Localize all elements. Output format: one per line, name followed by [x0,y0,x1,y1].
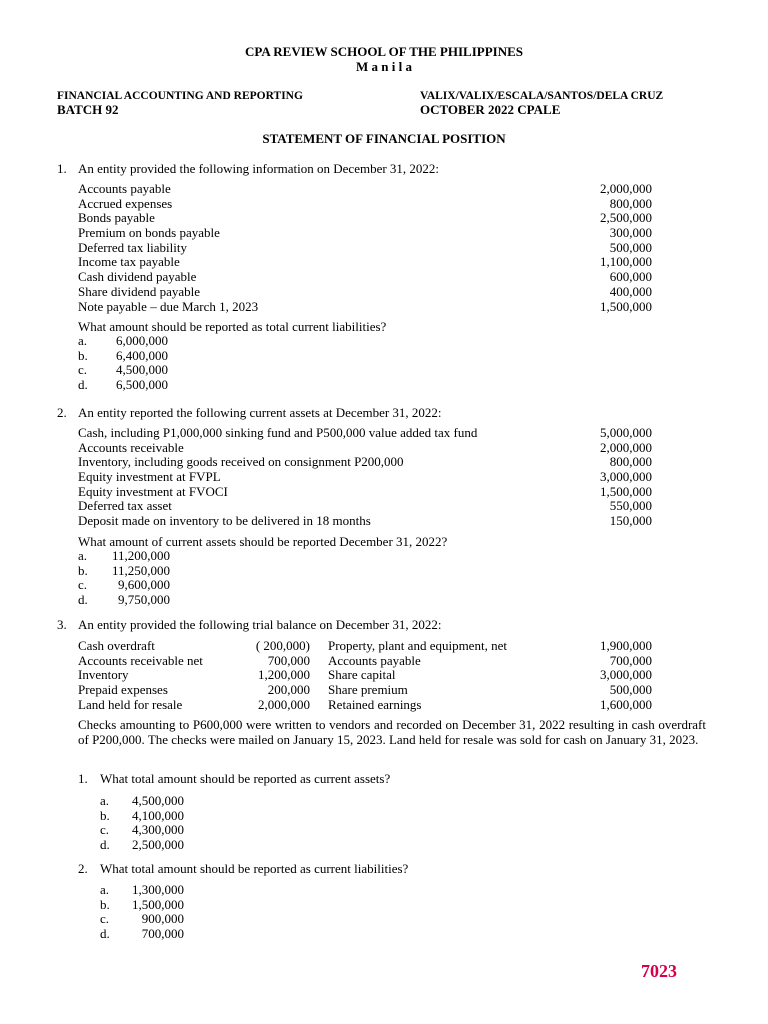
q3-sub1-choices [100,794,184,853]
line-item-label: Cash, including P1,000,000 sinking fund and P500,000 value added tax fund [78,425,478,440]
line-item [328,698,652,713]
line-item [78,441,652,456]
answer-choice [100,838,184,853]
line-item-amount: 5,000,000 [600,425,652,440]
line-item-label: Equity investment at FVOCI [78,483,228,499]
answer-choice [100,898,184,913]
q3-trial-balance-right [328,639,652,712]
answer-choice [78,564,170,579]
line-item-amount: 700,000 [609,652,652,668]
line-item [78,668,310,683]
choice-letter: d. [78,377,88,393]
line-item-label: Deferred tax asset [78,498,172,514]
q1-choices [78,334,168,393]
line-item-amount: 200,000 [267,682,310,698]
line-item [78,683,310,698]
answer-choice [78,378,168,393]
line-item [328,668,652,683]
answer-choice [78,363,168,378]
line-item-label: Property, plant and equipment, net [328,638,507,653]
choice-letter: c. [78,577,88,593]
q3-sub2-question: What total amount should be reported as current liabilities? [100,861,409,876]
line-item-label: Inventory [78,667,129,683]
line-item [78,470,652,485]
line-item-amount: 3,000,000 [600,667,652,683]
line-item [78,300,652,315]
line-item-amount: 400,000 [609,283,652,299]
choice-letter: d. [100,837,110,853]
line-item [78,226,652,241]
line-item-label: Accounts receivable [78,439,184,455]
choice-letter: a. [78,548,88,563]
choice-value: 1,500,000 [132,896,184,912]
choice-letter: d. [78,592,88,608]
authors: VALIX/VALIX/ESCALA/SANTOS/DELA CRUZ [420,90,664,102]
q2-stem: An entity reported the following current assets at December 31, 2022: [78,405,442,420]
line-item-amount: 800,000 [609,454,652,470]
line-item [78,182,652,197]
line-item [328,654,652,669]
answer-choice [100,809,184,824]
line-item-label: Cash overdraft [78,638,155,653]
q3-sub1-number: 1. [78,771,88,786]
answer-choice [100,823,184,838]
line-item-label: Income tax payable [78,254,180,270]
line-item [328,683,652,698]
choice-value: 1,300,000 [132,882,184,897]
q1-items [78,182,652,314]
choice-value: 11,250,000 [111,562,170,578]
choice-letter: c. [100,822,110,838]
q1-number: 1. [57,161,67,176]
line-item [78,698,310,713]
choice-value: 6,400,000 [116,347,168,363]
line-item-amount: 800,000 [609,195,652,211]
q1-question: What amount should be reported as total current liabilities? [78,319,387,334]
choice-value: 4,100,000 [132,807,184,823]
choice-letter: c. [100,911,110,927]
line-item-amount: 300,000 [609,225,652,241]
line-item [78,255,652,270]
line-item [78,654,310,669]
choice-letter: a. [100,793,110,808]
choice-value: 4,500,000 [116,362,168,378]
answer-choice [100,912,184,927]
line-item-amount: 1,500,000 [600,298,652,314]
choice-value: 900,000 [141,911,184,927]
answer-choice [78,334,168,349]
line-item-amount: ( 200,000) [255,638,310,653]
q3-sub2-number: 2. [78,861,88,876]
line-item [78,211,652,226]
q3-paragraph: Checks amounting to P600,000 were written to vendors and recorded on December 31, 2022 resulting in cash overdraft of P200,000. The checks were mailed on January 15, 2023. Land held for resale was sold for cash on January 31, 2023. [78,717,706,747]
line-item-label: Cash dividend payable [78,269,197,285]
line-item-label: Prepaid expenses [78,682,168,698]
choice-value: 4,500,000 [132,793,184,808]
choice-letter: a. [78,333,88,348]
q2-items [78,426,652,529]
line-item-amount: 1,100,000 [600,254,652,270]
line-item-amount: 500,000 [609,682,652,698]
answer-choice [78,349,168,364]
choice-letter: c. [78,362,88,378]
line-item-amount: 600,000 [609,269,652,285]
q3-stem: An entity provided the following trial balance on December 31, 2022: [78,617,442,632]
q1-stem: An entity provided the following information on December 31, 2022: [78,161,440,176]
line-item-amount: 2,000,000 [600,439,652,455]
line-item-label: Accounts receivable net [78,652,203,668]
answer-choice [78,578,170,593]
school-name: CPA REVIEW SCHOOL OF THE PHILIPPINES [245,44,523,59]
q2-choices [78,549,170,608]
batch: BATCH 92 [57,102,119,117]
line-item-amount: 1,600,000 [600,696,652,712]
line-item-label: Deferred tax liability [78,239,188,255]
answer-choice [100,794,184,809]
line-item-label: Inventory, including goods received on consignment P200,000 [78,454,404,470]
line-item [78,241,652,256]
line-item-amount: 2,000,000 [258,696,310,712]
line-item [78,270,652,285]
line-item [78,197,652,212]
page-number: 7023 [641,961,677,981]
line-item-label: Premium on bonds payable [78,225,220,241]
page-title: STATEMENT OF FINANCIAL POSITION [262,131,506,146]
choice-value: 2,500,000 [132,837,184,853]
line-item-amount: 700,000 [267,652,310,668]
choice-value: 4,300,000 [132,822,184,838]
line-item-label: Share dividend payable [78,283,201,299]
line-item-label: Share premium [328,682,408,698]
q3-sub2-choices [100,883,184,942]
exam-title: OCTOBER 2022 CPALE [420,102,561,117]
choice-value: 11,200,000 [111,548,170,563]
line-item-amount: 1,200,000 [258,667,310,683]
choice-letter: b. [100,807,110,823]
line-item-label: Retained earnings [328,696,422,712]
line-item-amount: 1,500,000 [600,483,652,499]
line-item-label: Share capital [328,667,396,683]
choice-letter: b. [78,562,88,578]
line-item-label: Deposit made on inventory to be delivered in 18 months [78,513,371,529]
q3-sub1-question: What total amount should be reported as current assets? [100,771,391,786]
line-item [78,426,652,441]
choice-letter: b. [78,347,88,363]
choice-value: 6,500,000 [116,377,168,393]
choice-value: 9,600,000 [118,577,170,593]
answer-choice [100,927,184,942]
line-item-label: Accounts payable [78,181,171,196]
line-item-amount: 1,900,000 [600,638,652,653]
q3-number: 3. [57,617,67,632]
line-item [78,485,652,500]
answer-choice [78,549,170,564]
line-item [78,285,652,300]
line-item-amount: 500,000 [609,239,652,255]
choice-letter: a. [100,882,110,897]
choice-value: 9,750,000 [118,592,170,608]
choice-value: 6,000,000 [116,333,168,348]
line-item [78,514,652,529]
line-item-label: Bonds payable [78,210,155,226]
q3-trial-balance-left [78,639,310,712]
answer-choice [100,883,184,898]
line-item [78,639,310,654]
q2-number: 2. [57,405,67,420]
line-item-amount: 2,500,000 [600,210,652,226]
subject: FINANCIAL ACCOUNTING AND REPORTING [57,90,303,102]
city: M a n i l a [356,59,412,74]
line-item-label: Accrued expenses [78,195,173,211]
line-item [328,639,652,654]
line-item [78,455,652,470]
choice-letter: d. [100,926,110,942]
line-item-label: Land held for resale [78,696,183,712]
line-item-label: Note payable – due March 1, 2023 [78,298,259,314]
line-item-amount: 550,000 [609,498,652,514]
line-item-amount: 150,000 [609,513,652,529]
choice-value: 700,000 [141,926,184,942]
line-item-amount: 2,000,000 [600,181,652,196]
line-item-label: Equity investment at FVPL [78,469,221,485]
choice-letter: b. [100,896,110,912]
answer-choice [78,593,170,608]
line-item [78,499,652,514]
q2-question: What amount of current assets should be reported December 31, 2022? [78,534,448,549]
line-item-amount: 3,000,000 [600,469,652,485]
line-item-label: Accounts payable [328,652,421,668]
